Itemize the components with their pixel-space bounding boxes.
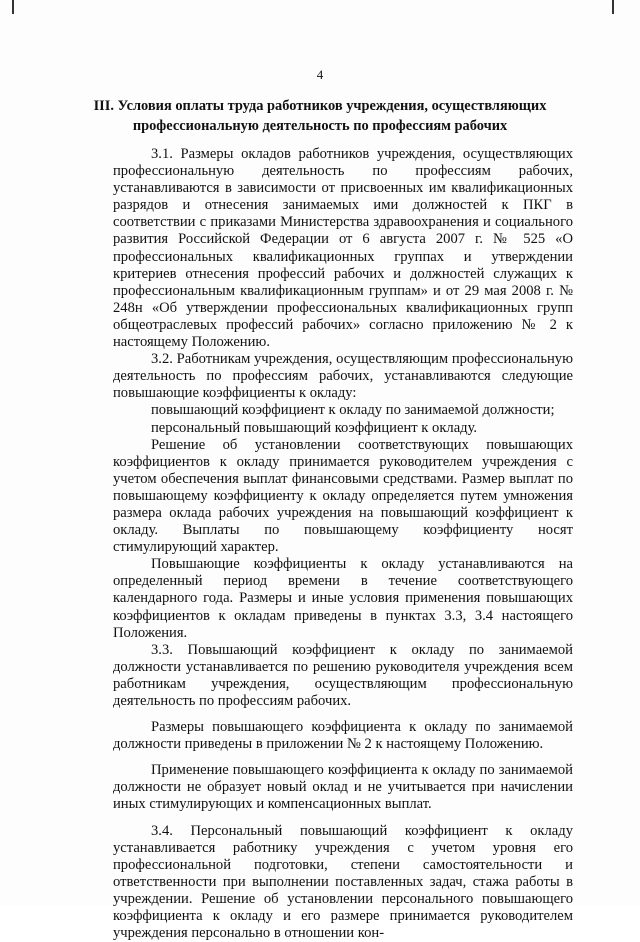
- scan-edge-mark-right: [612, 0, 614, 14]
- paragraph-period: Повышающие коэффициенты к окладу устанавливаются на определенный период времени в течение соответствующего календарного года. Размеры и иные условия применения повышающих коэффициентов к окладам приведены в пунктах 3.3, 3.4 настоящего Положения.: [113, 556, 573, 641]
- scan-edge-mark-left: [12, 0, 14, 14]
- paragraph-sizes: Размеры повышающего коэффициента к окладу по занимаемой должности приведены в приложении № 2 к настоящему Положению.: [113, 719, 573, 753]
- paragraph-3-1: 3.1. Размеры окладов работников учреждения, осуществляющих профессиональную деятельность по профессиям рабочих, устанавливаются в зависимости от присвоенных им квалификационных разрядов и отнесения занимаемых ими должностей к ПКГ в соответствии с приказами Министерства здравоохранения и социального развития Российской Федерации от 6 августа 2007 г. № 525 «О профессиональных квалификационных группах и утверждении критериев отнесения профессий рабочих и должностей служащих к профессиональным квалификационным группам» и от 29 мая 2008 г. № 248н «Об утверждении профессиональных квалификационных групп общеотраслевых профессий рабочих» согласно приложению № 2 к настоящему Положению.: [113, 146, 573, 351]
- section-title: III. Условия оплаты труда работников учреждения, осуществляющих профессиональную деятельность по профессиям рабочих: [93, 98, 547, 134]
- list-item-personal-coefficient: персональный повышающий коэффициент к окладу.: [151, 419, 478, 436]
- document-body: [113, 146, 573, 942]
- paragraph-3-4: 3.4. Персональный повышающий коэффициент к окладу устанавливается работнику учреждения с учетом уровня его профессиональной подготовки, степени самостоятельности и ответственности при выполнении поставленных задач, стажа работы в учреждении. Решение об установлении персонального повышающего коэффициента к окладу и его размере принимается руководителем учреждения персонально в отношении кон-: [113, 822, 573, 942]
- list-item-position-coefficient: повышающий коэффициент к окладу по занимаемой должности;: [151, 402, 555, 419]
- paragraph-decision: Решение об установлении соответствующих повышающих коэффициентов к окладу принимается руководителем учреждения с учетом обеспечения выплат финансовыми средствами. Размер выплат по повышающему коэффициенту к окладу определяется путем умножения размера оклада рабочих учреждения на повышающий коэффициент к окладу. Выплаты по повышающему коэффициенту носят стимулирующий характер.: [113, 436, 573, 556]
- paragraph-3-3: 3.3. Повышающий коэффициент к окладу по занимаемой должности устанавливается по решению руководителя учреждения всем работникам учреждения, осуществляющим профессиональную деятельность по профессиям рабочих.: [113, 641, 573, 709]
- paragraph-application: Применение повышающего коэффициента к окладу по занимаемой должности не образует новый оклад и не учитывается при начислении иных стимулирующих и компенсационных выплат.: [113, 762, 573, 813]
- page-number: 4: [316, 67, 324, 82]
- paragraph-3-2: 3.2. Работникам учреждения, осуществляющим профессиональную деятельность по профессиям рабочих, устанавливаются следующие повышающие коэффициенты к окладу:: [113, 351, 573, 402]
